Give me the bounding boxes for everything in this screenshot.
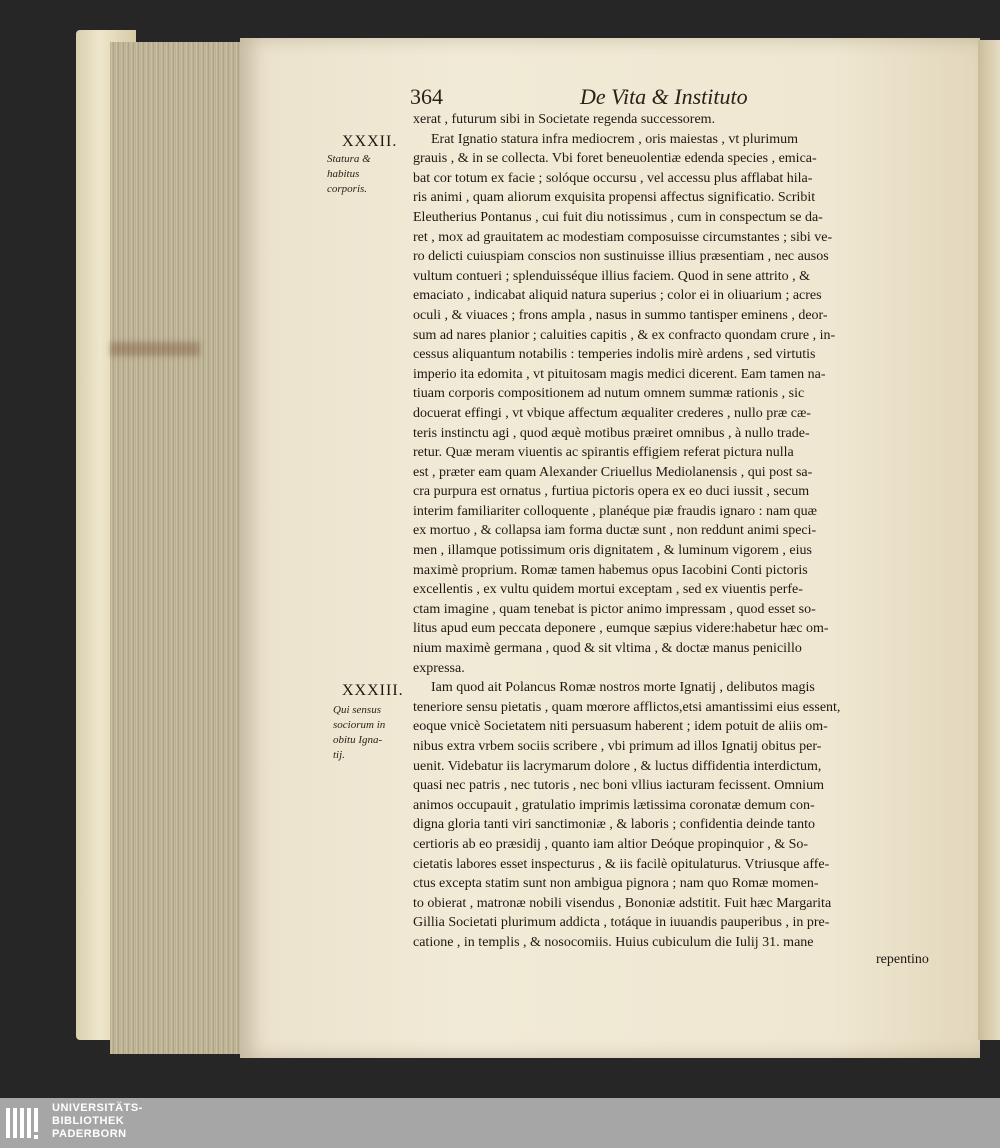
text-line: retur. Quæ meram viuentis ac spirantis effigiem referat pictura nulla: [413, 445, 794, 461]
text-line: nium maximè germana , quod & sit vltima , & doctæ manus penicillo: [413, 641, 802, 657]
text-line: animos occupauit , gratulatio imprimis lætissima coronatæ demum con-: [413, 797, 815, 813]
text-line: expressa.: [413, 660, 465, 676]
margin-note-line: Statura &: [327, 153, 371, 165]
text-line: eoque vnicè Societatem niti persuasum haberent ; idem potuit de aliis om-: [413, 719, 828, 735]
text-line: ex mortuo , & collapsa iam forma ductæ sunt , non reddunt animi speci-: [413, 523, 817, 539]
text-line: docuerat effingi , vt vbique affectum æqualiter crederes , nullo præ cæ-: [413, 405, 811, 421]
section-number: XXXII.: [342, 133, 398, 150]
margin-note: [333, 703, 385, 763]
text-line: cra purpura est ornatus , furtiua pictoris opera ex eo duci iussit , secum: [413, 484, 810, 500]
text-line: bat cor totum ex facie ; solóque occursu , vel accessu plus afflabat hila-: [413, 170, 813, 186]
library-name-line: PADERBORN: [52, 1128, 127, 1140]
text-line: certioris ab eo præsidij , quanto iam altior Deóque propinquior , & So-: [413, 836, 809, 852]
page-header: [410, 84, 970, 110]
text-line: ctus excepta statim sunt non ambigua pignora ; nam quo Romæ momen-: [413, 876, 819, 892]
text-line: cessus aliquantum notabilis : temperies indolis mirè ardens , sed virtutis: [413, 347, 816, 363]
text-line: excellentis , ex vultu quidem mortui exceptam , sed ex viuentis perfe-: [413, 582, 803, 598]
page-number: 364: [410, 84, 443, 109]
margin-note-line: obitu Igna-: [333, 734, 383, 746]
text-line: quasi nec patris , nec tutoris , nec boni vllius iacturam fecissent. Omnium: [413, 778, 824, 794]
text-line: Eleutherius Pontanus , cui fuit diu notissimus , cum in conspectum se da-: [413, 209, 823, 225]
text-line: interim familiariter colloquente , planéque piæ fraudis ignaro : nam quæ: [413, 503, 817, 519]
text-line: to obierat , matronæ nobili visendus , Bononiæ adstitit. Fuit hæc Margarita: [413, 895, 832, 911]
text-line: maximè proprium. Romæ tamen habemus opus Iacobini Conti pictoris: [413, 562, 808, 578]
text-line: Gillia Societati plurimum addicta , totáque in iuuandis pauperibus , in pre-: [413, 915, 830, 931]
text-line: est , præter eam quam Alexander Criuellus Mediolanensis , qui post sa-: [413, 464, 813, 480]
text-line: uenit. Videbatur iis lacrymarum dolore , & luctus diffidentia interdictum,: [413, 758, 822, 774]
margin-note-line: habitus: [327, 168, 360, 180]
text-line: catione , in templis , & nosocomiis. Huius cubiculum die Iulij 31. mane: [413, 934, 814, 950]
text-line: ro delicti cuiuspiam conscios non sustinuisse illius præsentiam , nec ausos: [413, 249, 829, 265]
text-line: ris animi , quam aliorum exquisita propensi affectus significatio. Scribit: [413, 190, 816, 206]
text-line: Iam quod ait Polancus Romæ nostros morte Ignatij , delibutos magis: [431, 680, 815, 696]
page-edges: [110, 42, 250, 1054]
text-line: nibus extra vrbem sociis scribere , vbi primum ad illos Ignatij obitus per-: [413, 739, 822, 754]
text-line: imperio ita edomita , vt pituitosam magis medici dicerent. Eam tamen na-: [413, 366, 826, 382]
text-line: digna gloria tanti viri sanctimoniæ , & laboris ; confidentia deinde tanto: [413, 817, 816, 833]
text-line: teris instinctu agi , quod æquè motibus præiret omnibus , à nullo trade-: [413, 425, 810, 441]
text-line: ctam imagine , quam tenebat is pictor animo impressam , quod esset so-: [413, 601, 816, 617]
catchword: repentino: [876, 952, 929, 967]
text-line: tiuam corporis compositionem ad nutum omnem summæ rationis , sic: [413, 386, 805, 402]
text-line: cietatis labores esset inspecturus , & iis facilè opitulaturus. Vtriusque affe-: [413, 856, 830, 872]
margin-note-line: Qui sensus: [333, 704, 381, 716]
right-page-fold: [978, 40, 1000, 1040]
text-line: oculi , & viuaces ; frons ampla , nasus in summo tantisper eminens , deor-: [413, 307, 828, 323]
text-line: men , illamque potissimum oris dignitatem , & luminum vigorem , eius: [413, 543, 812, 559]
text-line: grauis , & in se collecta. Vbi foret beneuolentiæ edenda species , emica-: [413, 151, 817, 167]
margin-note-line: tij.: [333, 749, 345, 761]
text-line: Erat Ignatio statura infra mediocrem , oris maiestas , vt plurimum: [431, 131, 799, 147]
text-line: sum ad nares planior ; caluities capitis , & ex confracto quondam crure , in-: [413, 327, 836, 343]
library-name-line: UNIVERSITÄTS-: [52, 1102, 143, 1114]
text-line: ret , mox ad grauitatem ac modestiam composuisse circumstantes ; sibi ve-: [413, 229, 833, 245]
text-line: xerat , futurum sibi in Societate regenda successorem.: [413, 112, 716, 127]
text-line: emaciato , indicabat aliquid natura superius ; color ei in oliuarium ; acres: [413, 288, 822, 304]
section-number: XXXIII.: [342, 682, 404, 699]
library-footer: [0, 1098, 1000, 1148]
margin-note: [327, 152, 371, 197]
text-line: vultum contueri ; splenduisséque illius faciem. Quod in sene attrito , &: [413, 268, 810, 284]
library-name-line: BIBLIOTHEK: [52, 1115, 125, 1127]
library-name: [52, 1102, 143, 1141]
library-logo-icon: [4, 1102, 46, 1144]
running-title: De Vita & Instituto: [580, 84, 748, 109]
margin-note-line: sociorum in: [333, 719, 386, 731]
margin-note-line: corporis.: [327, 183, 368, 195]
text-line: litus apud eum peccata deponere , eumque sæpius videre:habetur hæc om-: [413, 621, 829, 637]
body-text: [413, 110, 943, 953]
text-line: teneriore sensu pietatis , quam mœrore afflictos,etsi amantissimi eius essent,: [413, 699, 841, 715]
